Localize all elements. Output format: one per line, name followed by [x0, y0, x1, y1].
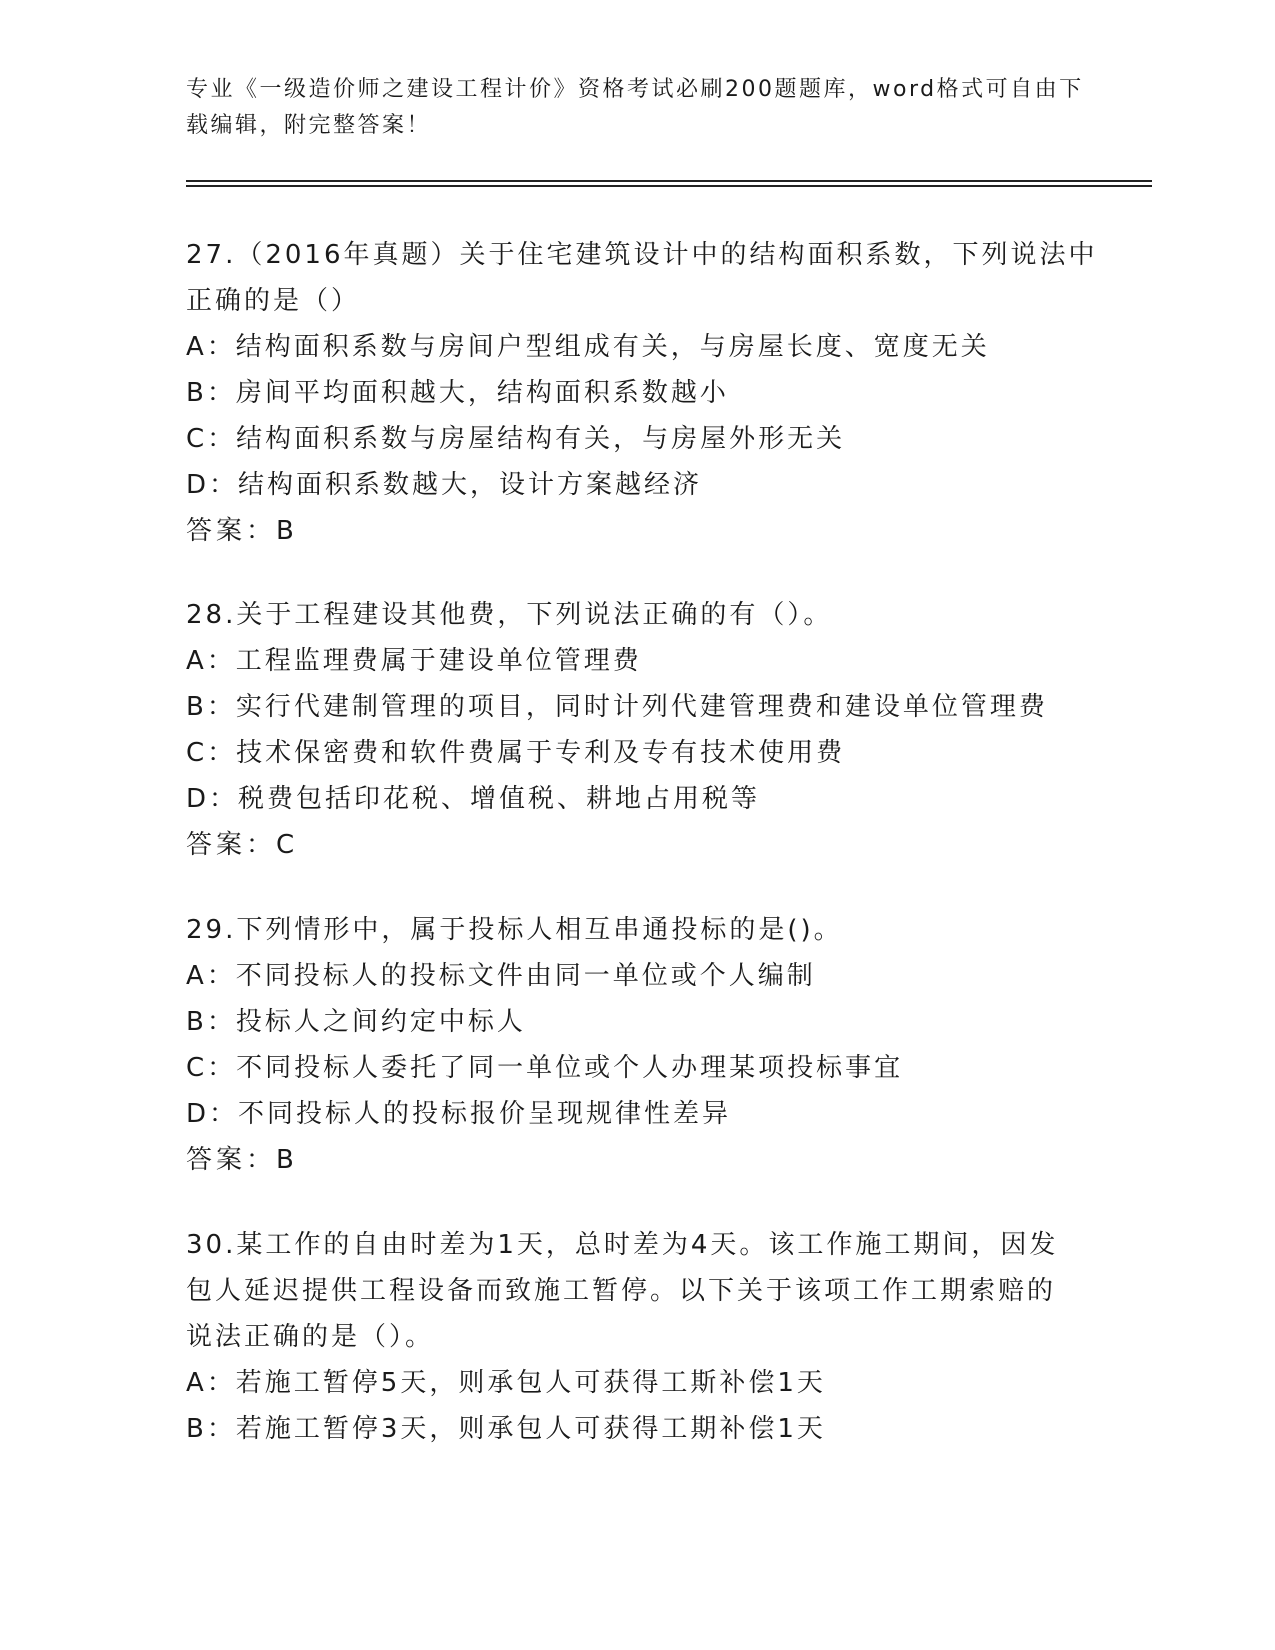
option-a: A：结构面积系数与房间户型组成有关，与房屋长度、宽度无关 — [186, 332, 990, 362]
option-b: B：房间平均面积越大，结构面积系数越小 — [186, 378, 729, 408]
answer-value: B — [276, 516, 296, 546]
option-b: B：若施工暂停3天，则承包人可获得工期补偿1天 — [186, 1414, 826, 1444]
option-d: D：结构面积系数越大，设计方案越经济 — [186, 470, 703, 500]
question-stem-line: 正确的是（） — [186, 286, 361, 316]
option-c: C：技术保密费和软件费属于专利及专有技术使用费 — [186, 738, 846, 768]
option-a: A：工程监理费属于建设单位管理费 — [186, 646, 642, 676]
answer-line — [186, 508, 1086, 554]
question-stem-line: 29.下列情形中，属于投标人相互串通投标的是()。 — [186, 915, 843, 945]
header-divider-bottom — [186, 185, 1152, 187]
answer-label: 答案： — [186, 516, 277, 546]
option-b: B：实行代建制管理的项目，同时计列代建管理费和建设单位管理费 — [186, 692, 1048, 722]
document-header: 专业《一级造价师之建设工程计价》资格考试必刷200题题库，word格式可自由下载编辑，附完整答案！ — [186, 77, 1084, 138]
answer-line — [186, 1137, 1086, 1183]
answer-label: 答案： — [186, 830, 277, 860]
question-27 — [186, 232, 1098, 554]
answer-value: B — [276, 1145, 296, 1175]
option-d: D：税费包括印花税、增值税、耕地占用税等 — [186, 784, 761, 814]
question-stem-line: 28.关于工程建设其他费，下列说法正确的有（）。 — [186, 600, 833, 630]
question-30 — [186, 1222, 1086, 1452]
option-c: C：不同投标人委托了同一单位或个人办理某项投标事宜 — [186, 1053, 904, 1083]
answer-line — [186, 822, 1086, 868]
option-c: C：结构面积系数与房屋结构有关，与房屋外形无关 — [186, 424, 846, 454]
answer-label: 答案： — [186, 1145, 277, 1175]
option-b: B：投标人之间约定中标人 — [186, 1007, 526, 1037]
answer-value: C — [276, 830, 297, 860]
option-d: D：不同投标人的投标报价呈现规律性差异 — [186, 1099, 732, 1129]
header-divider-top — [186, 180, 1152, 182]
option-a: A：不同投标人的投标文件由同一单位或个人编制 — [186, 961, 816, 991]
question-stem-line: 说法正确的是（）。 — [186, 1322, 435, 1352]
question-stem-line: 27.（2016年真题）关于住宅建筑设计中的结构面积系数，下列说法中 — [186, 240, 1098, 270]
question-stem-line: 30.某工作的自由时差为1天，总时差为4天。该工作施工期间，因发 — [186, 1230, 1059, 1260]
question-29 — [186, 907, 1086, 1183]
question-stem-line: 包人延迟提供工程设备而致施工暂停。以下关于该项工作工期索赔的 — [186, 1276, 1057, 1306]
question-28 — [186, 592, 1086, 868]
option-a: A：若施工暂停5天，则承包人可获得工斯补偿1天 — [186, 1368, 826, 1398]
